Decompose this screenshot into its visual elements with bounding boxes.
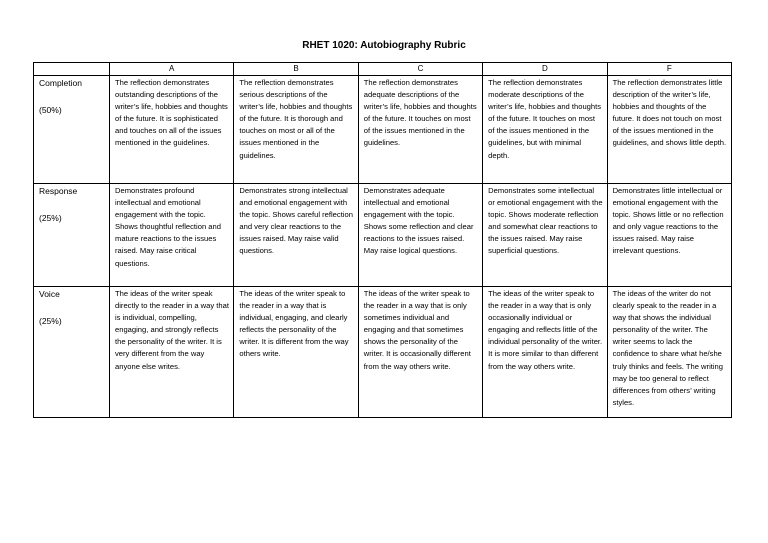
criterion-weight: (50%) (39, 105, 62, 115)
criterion-row-voice (34, 287, 732, 418)
rubric-cell-voice-b: The ideas of the writer speak to the reader in a way that is individual, engaging, and clearly reflects the personality of the writer. It is different from the way others write. (234, 287, 358, 418)
rubric-cell-completion-a: The reflection demonstrates outstanding descriptions of the writer’s life, hobbies and thoughts of the future. It is sophisticated and touches on all of the issues mentioned in the guidelines. (110, 76, 234, 184)
criterion-name: Voice (39, 289, 60, 299)
criterion-cell (34, 184, 110, 287)
criterion-weight: (25%) (39, 316, 62, 326)
rubric-cell-response-a: Demonstrates profound intellectual and emotional engagement with the topic. Shows thoughtful reflection and mature reactions to the issues raised. May raise critical questions. (110, 184, 234, 287)
grade-header-row (34, 63, 732, 76)
rubric-cell-response-d: Demonstrates some intellectual or emotional engagement with the topic. Shows moderate reflection and somewhat clear reactions to the issues raised. May raise superficial questions. (483, 184, 607, 287)
grade-header-a: A (110, 63, 234, 76)
rubric-cell-response-c: Demonstrates adequate intellectual and emotional engagement with the topic. Shows some reflection and clear reactions to the issues raised. May raise logical questions. (358, 184, 482, 287)
criterion-name: Response (39, 186, 78, 196)
grade-header-c: C (358, 63, 482, 76)
criterion-weight: (25%) (39, 213, 62, 223)
rubric-cell-completion-c: The reflection demonstrates adequate descriptions of the writer’s life, hobbies and thoughts of the future. It touches on most of the issues mentioned in the guidelines. (358, 76, 482, 184)
rubric-table (33, 62, 732, 418)
rubric-cell-voice-c: The ideas of the writer speak to the reader in a way that is only sometimes individual and engaging and that sometimes shows the personality of the writer. It is occasionally different from the way others write. (358, 287, 482, 418)
criterion-row-completion (34, 76, 732, 184)
corner-cell (34, 63, 110, 76)
page-title: RHET 1020: Autobiography Rubric (302, 40, 466, 51)
grade-header-f: F (607, 63, 731, 76)
criterion-cell (34, 76, 110, 184)
rubric-cell-completion-b: The reflection demonstrates serious descriptions of the writer’s life, hobbies and thoughts of the future. It is thorough and touches on most or all of the issues mentioned in the guidelines. (234, 76, 358, 184)
rubric-cell-response-f: Demonstrates little intellectual or emotional engagement with the topic. Shows little or no reflection and only vague reactions to the issues raised. May raise irrelevant questions. (607, 184, 731, 287)
rubric-cell-response-b: Demonstrates strong intellectual and emotional engagement with the topic. Shows careful reflection and very clear reactions to the issues raised. May raise valid questions. (234, 184, 358, 287)
criterion-name: Completion (39, 78, 82, 88)
rubric-cell-voice-f: The ideas of the writer do not clearly speak to the reader in a way that shows the individual personality of the writer. The writer seems to lack the confidence to share what he/she truly thinks and feels. The writing may be too general to reflect differences from others’ writing styles. (607, 287, 731, 418)
criterion-row-response (34, 184, 732, 287)
rubric-cell-completion-f: The reflection demonstrates little description of the writer’s life, hobbies and thoughts of the future. It does not touch on most of the issues mentioned in the guidelines, and shows little depth. (607, 76, 731, 184)
rubric-cell-completion-d: The reflection demonstrates moderate descriptions of the writer’s life, hobbies and thoughts of the future. It touches on most of the issues mentioned in the guidelines, but with minimal depth. (483, 76, 607, 184)
grade-header-b: B (234, 63, 358, 76)
rubric-cell-voice-a: The ideas of the writer speak directly to the reader in a way that is individual, compelling, engaging, and strongly reflects the personality of the writer. It is very different from the way anyone else writes. (110, 287, 234, 418)
criterion-cell (34, 287, 110, 418)
rubric-cell-voice-d: The ideas of the writer speak to the reader in a way that is only occasionally individual or engaging and reflects little of the individual personality of the writer. It is more similar to than different from the way others write. (483, 287, 607, 418)
grade-header-d: D (483, 63, 607, 76)
